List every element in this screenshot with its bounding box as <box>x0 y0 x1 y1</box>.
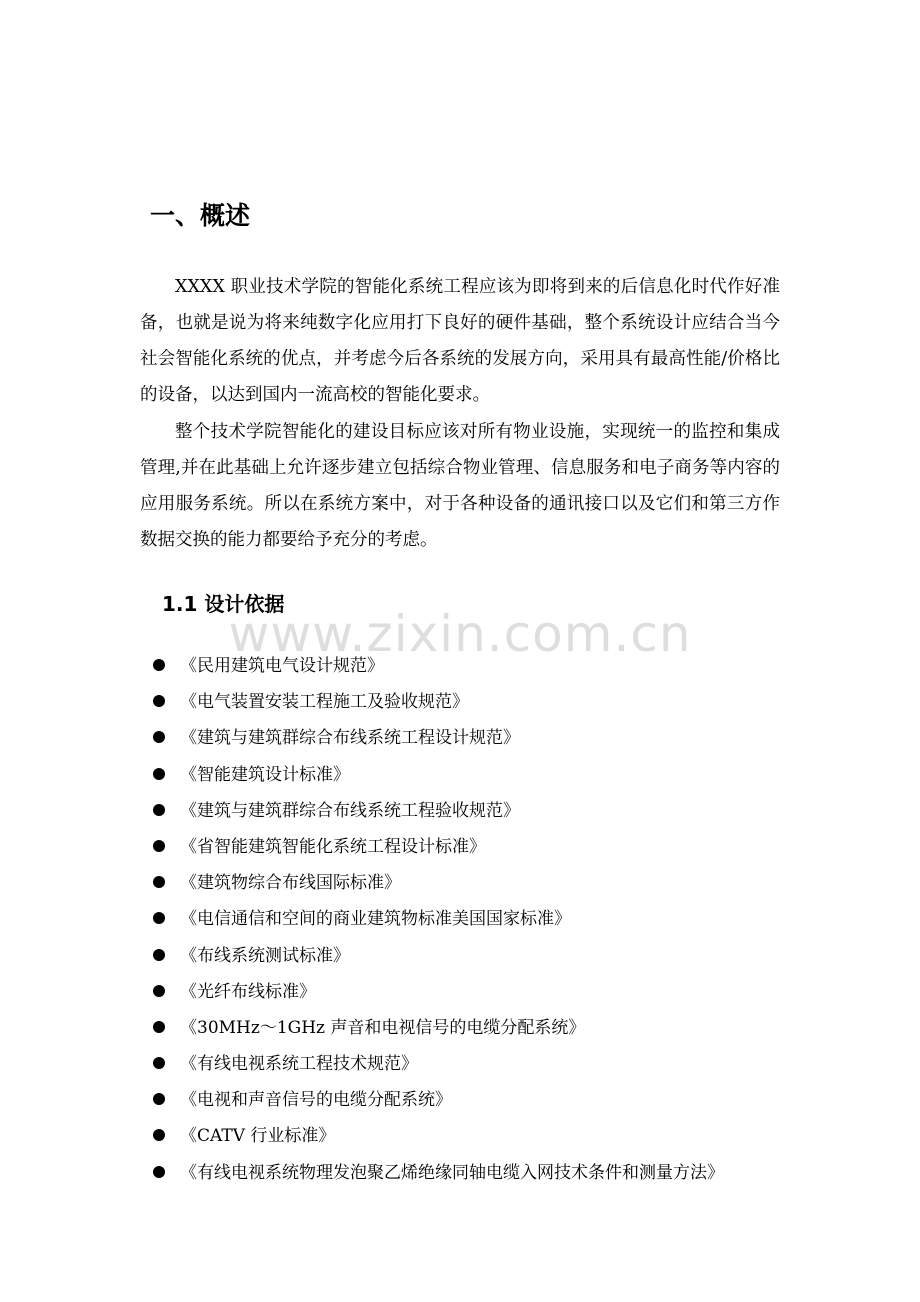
reference-title: 《民用建筑电气设计规范》 <box>180 656 384 676</box>
bullet-icon <box>153 1021 165 1033</box>
reference-title: 《电视和声音信号的电缆分配系统》 <box>180 1090 452 1111</box>
bullet-icon <box>153 949 165 961</box>
reference-title: 《CATV 行业标准》 <box>180 1126 336 1147</box>
bullet-icon <box>153 912 165 924</box>
reference-title: 《建筑物综合布线国际标准》 <box>180 873 401 894</box>
reference-title: 《光纤布线标准》 <box>180 981 316 1002</box>
bullet-icon <box>153 985 165 997</box>
bullet-icon <box>153 1129 165 1141</box>
bullet-icon <box>153 804 165 816</box>
reference-title: 《有线电视系统物理发泡聚乙烯绝缘同轴电缆入网技术条件和测量方法》 <box>180 1162 724 1183</box>
reference-title: 《布线系统测试标准》 <box>180 945 350 966</box>
reference-title: 《有线电视系统工程技术规范》 <box>180 1054 418 1075</box>
reference-title: 《建筑与建筑群综合布线系统工程设计规范》 <box>180 728 520 749</box>
bullet-icon <box>153 768 165 780</box>
bullet-icon <box>153 1093 165 1105</box>
reference-title: 《电信通信和空间的商业建筑物标准美国国家标准》 <box>180 909 571 930</box>
bullet-icon <box>153 840 165 852</box>
reference-title: 《省智能建筑智能化系统工程设计标准》 <box>180 836 486 857</box>
bullet-icon <box>153 1057 165 1069</box>
reference-title: 《建筑与建筑群综合布线系统工程验收规范》 <box>180 800 520 821</box>
reference-title: 《智能建筑设计标准》 <box>180 764 350 785</box>
bullet-icon <box>153 695 165 707</box>
reference-title: 《30MHz～1GHz 声音和电视信号的电缆分配系统》 <box>180 1017 586 1038</box>
paragraph-intro: XXXX 职业技术学院的智能化系统工程应该为即将到来的后信息化时代作好准备，也就是说为将来纯数字化应用打下良好的硬件基础，整个系统设计应结合当今社会智能化系统的优点，并考虑今后各系统的发展方向，采用具有最高性能/价格比的设备，以达到国内一流高校的智能化要求。 <box>140 277 780 405</box>
subsection-heading-design-basis: 1.1 设计依据 <box>162 592 285 616</box>
reference-title: 《电气装置安装工程施工及验收规范》 <box>180 692 469 713</box>
bullet-icon <box>153 1166 165 1178</box>
watermark: www.zixin.com.cn <box>228 605 692 663</box>
bullet-icon <box>153 731 165 743</box>
section-heading-overview: 一、概述 <box>150 201 251 230</box>
paragraph-goals: 整个技术学院智能化的建设目标应该对所有物业设施，实现统一的监控和集成管理,并在此基础上允许逐步建立包括综合物业管理、信息服务和电子商务等内容的应用服务系统。所以在系统方案中，对于各种设备的通讯接口以及它们和第三方作数据交换的能力都要给予充分的考虑。 <box>140 422 780 550</box>
bullet-icon <box>153 876 165 888</box>
bullet-icon <box>153 659 165 671</box>
